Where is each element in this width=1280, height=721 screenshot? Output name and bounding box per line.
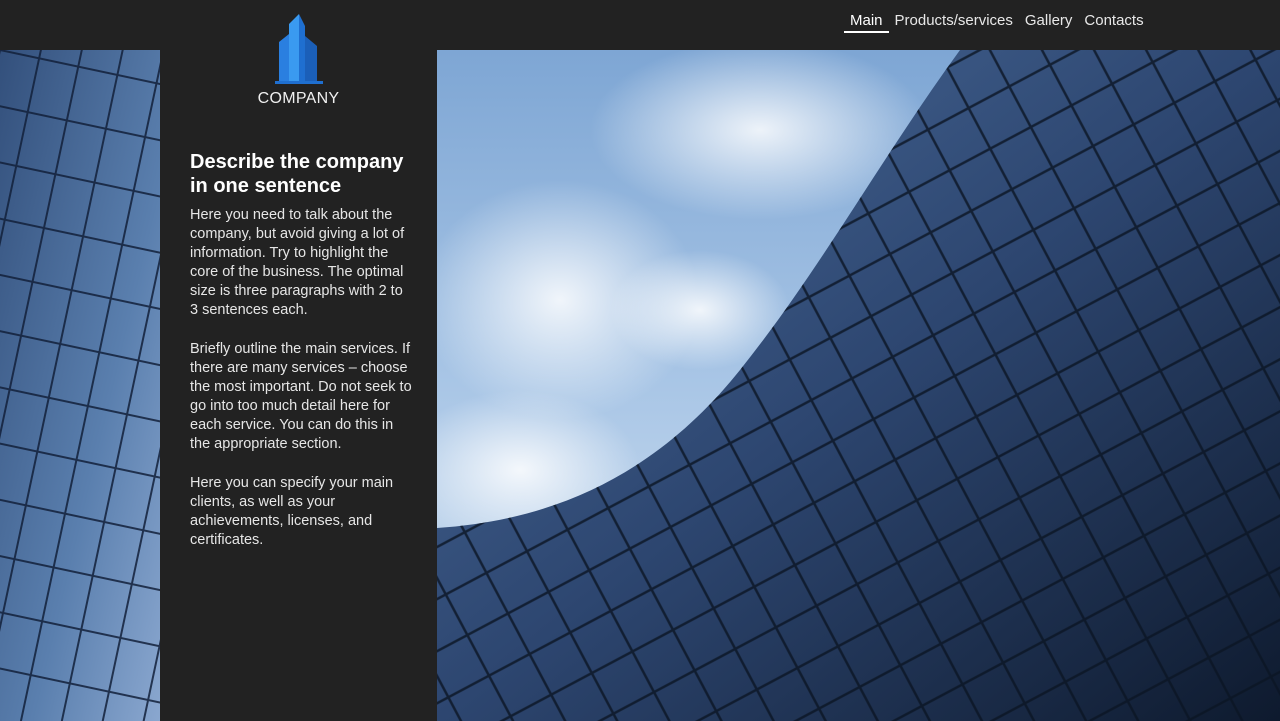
about-paragraph: Briefly outline the main services. If there are many services – choose the most important. Do not seek to go into too much detail here for each service. You can do this in the appropriate section.: [190, 341, 412, 452]
about-sidebar: [160, 0, 437, 721]
company-name: COMPANY: [257, 90, 340, 107]
about-headline: Describe the company in one sentence: [190, 151, 404, 197]
nav-link-products-services[interactable]: Products/services: [894, 12, 1013, 29]
nav-link-contacts[interactable]: Contacts: [1084, 12, 1144, 29]
nav-link-main[interactable]: Main: [844, 11, 889, 33]
about-content: [190, 150, 412, 570]
building-logo-icon: [271, 12, 327, 84]
about-paragraph: Here you need to talk about the company, but avoid giving a lot of information. Try to highlight the core of the business. The optimal size is three paragraphs with 2 to 3 sentences each.: [190, 207, 405, 318]
about-paragraph: Here you can specify your main clients, as well as your achievements, licenses, and certificates.: [190, 475, 394, 548]
main-navigation: [844, 11, 1150, 33]
nav-link-gallery[interactable]: Gallery: [1024, 12, 1073, 29]
company-logo[interactable]: [160, 12, 437, 108]
